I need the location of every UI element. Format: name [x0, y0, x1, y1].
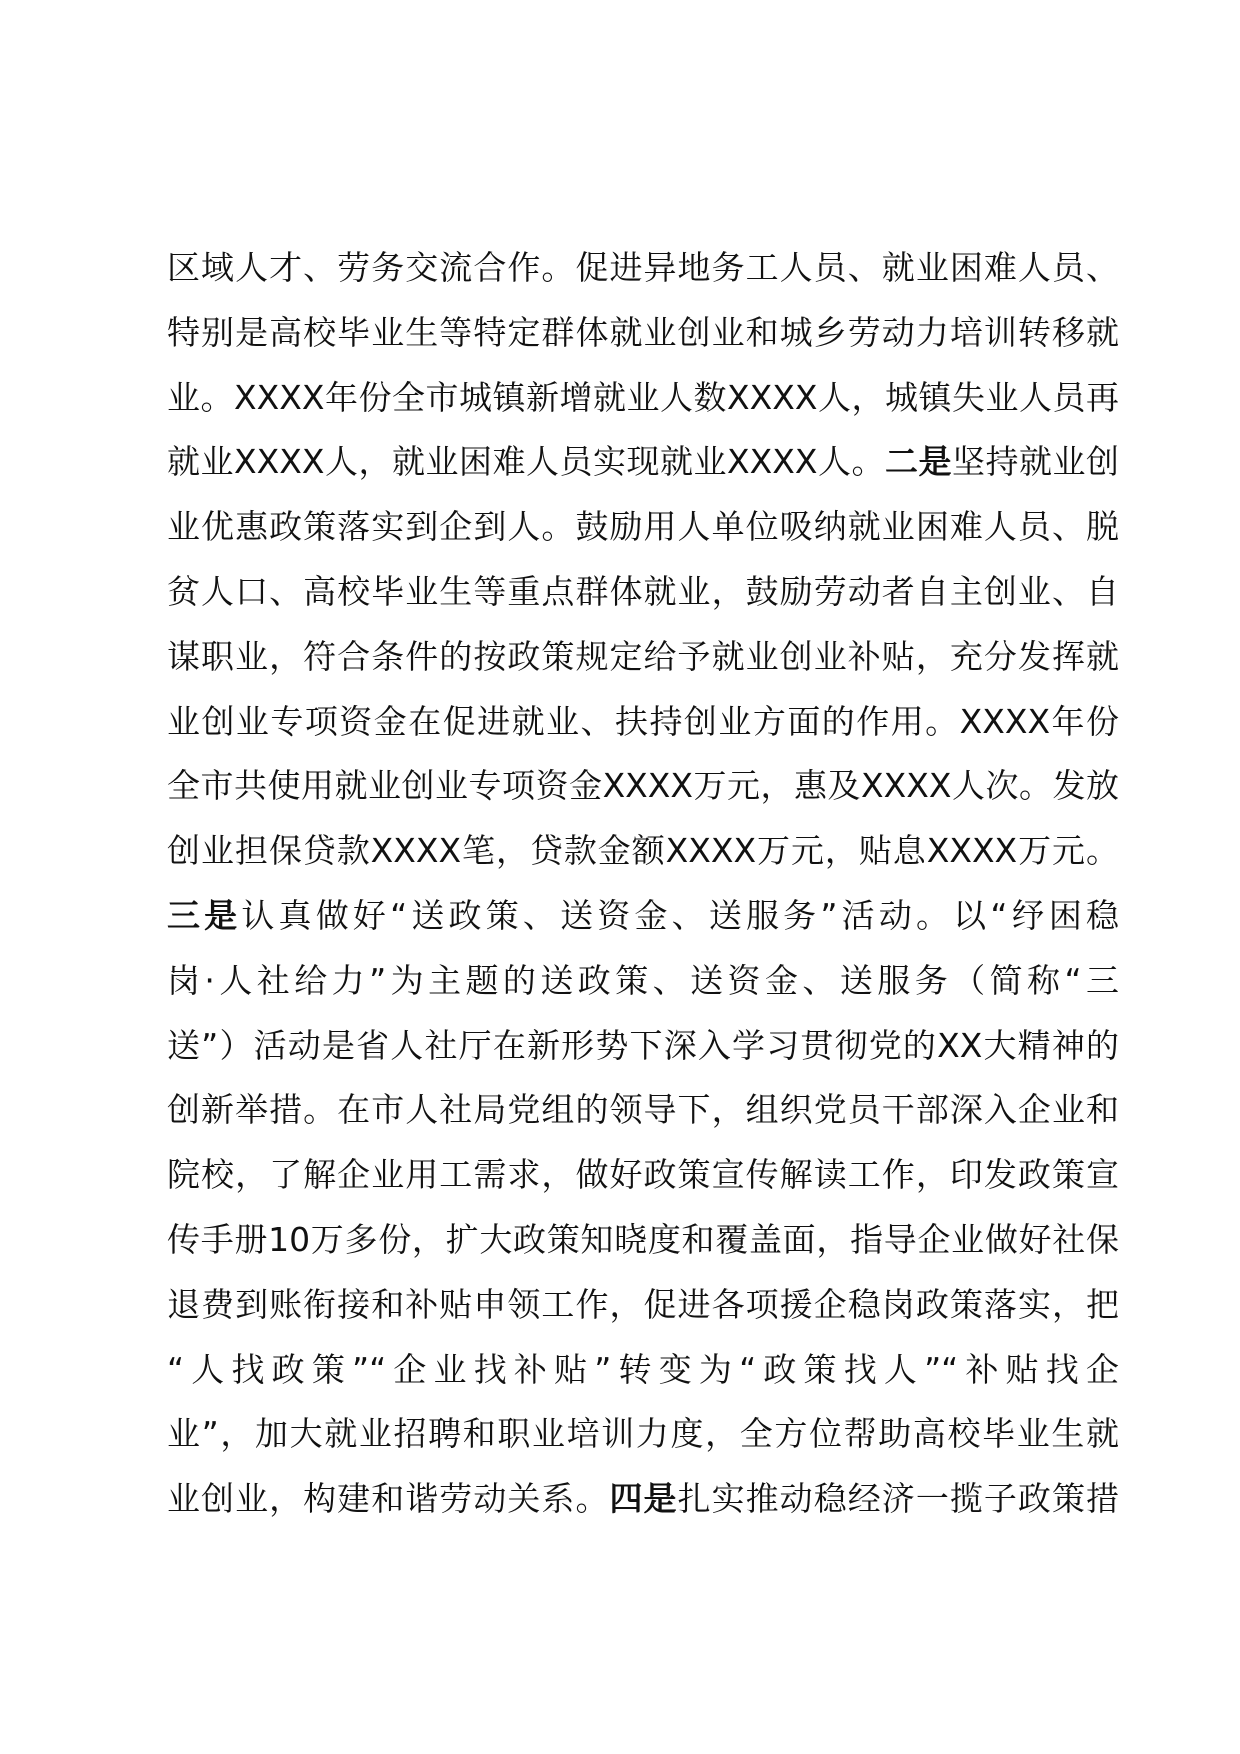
line-text: 就业XXXX人，就业困难人员实现就业XXXX人。: [167, 442, 885, 482]
line-text: 岗·人社给力”为主题的送政策、送资金、送服务（简称“三: [167, 960, 1119, 1000]
text-line: [167, 1208, 1119, 1273]
text-line: [167, 430, 1119, 495]
bold-enumerator: 二是: [884, 442, 952, 482]
line-text: 传手册10万多份，扩大政策知晓度和覆盖面，指导企业做好社保: [167, 1219, 1119, 1259]
line-text: 退费到账衔接和补贴申领工作，促进各项援企稳岗政策落实，把: [167, 1284, 1119, 1324]
text-line: [167, 690, 1119, 755]
line-text: 扎实推动稳经济一揽子政策措: [677, 1479, 1120, 1519]
line-text: 业创业，构建和谐劳动关系。: [167, 1479, 610, 1519]
text-line: [167, 1402, 1119, 1467]
line-text: 院校，了解企业用工需求，做好政策宣传解读工作，印发政策宣: [167, 1155, 1119, 1195]
line-text: 业创业专项资金在促进就业、扶持创业方面的作用。XXXX年份: [167, 701, 1119, 741]
line-text: 创业担保贷款XXXX笔，贷款金额XXXX万元，贴息XXXX万元。: [167, 831, 1119, 871]
document-body: [167, 236, 1119, 1532]
bold-enumerator: 四是: [609, 1479, 678, 1519]
text-line: [167, 1338, 1119, 1403]
text-line: [167, 1143, 1119, 1208]
text-line: [167, 949, 1119, 1014]
text-line: [167, 1078, 1119, 1143]
line-text: 贫人口、高校毕业生等重点群体就业，鼓励劳动者自主创业、自: [167, 571, 1119, 611]
line-text: 谋职业，符合条件的按政策规定给予就业创业补贴，充分发挥就: [167, 636, 1119, 676]
text-line: [167, 366, 1119, 431]
text-line: [167, 819, 1119, 884]
line-text: 特别是高校毕业生等特定群体就业创业和城乡劳动力培训转移就: [167, 312, 1119, 352]
text-line: [167, 1273, 1119, 1338]
text-line: [167, 301, 1119, 366]
line-text: 全市共使用就业创业专项资金XXXX万元，惠及XXXX人次。发放: [167, 766, 1119, 806]
line-text: 创新举措。在市人社局党组的领导下，组织党员干部深入企业和: [167, 1090, 1119, 1130]
text-line: [167, 236, 1119, 301]
line-text: 送”）活动是省人社厅在新形势下深入学习贯彻党的XX大精神的: [167, 1025, 1119, 1065]
line-text: 业。XXXX年份全市城镇新增就业人数XXXX人，城镇失业人员再: [167, 377, 1119, 417]
text-line: [167, 560, 1119, 625]
text-line: [167, 1014, 1119, 1079]
line-text: 坚持就业创: [951, 442, 1120, 482]
line-text: “人找政策”“企业找补贴”转变为“政策找人”“补贴找企: [167, 1349, 1119, 1389]
text-line: [167, 884, 1119, 949]
line-text: 业优惠政策落实到企到人。鼓励用人单位吸纳就业困难人员、脱: [167, 507, 1119, 547]
text-line: [167, 625, 1119, 690]
text-line: [167, 754, 1119, 819]
bold-enumerator: 三是: [167, 895, 242, 935]
text-line: [167, 495, 1119, 560]
line-text: 业”，加大就业招聘和职业培训力度，全方位帮助高校毕业生就: [167, 1414, 1119, 1454]
line-text: 区域人才、劳务交流合作。促进异地务工人员、就业困难人员、: [167, 248, 1119, 287]
text-line: [167, 1467, 1119, 1532]
line-text: 认真做好“送政策、送资金、送服务”活动。以“纾困稳: [241, 895, 1120, 935]
